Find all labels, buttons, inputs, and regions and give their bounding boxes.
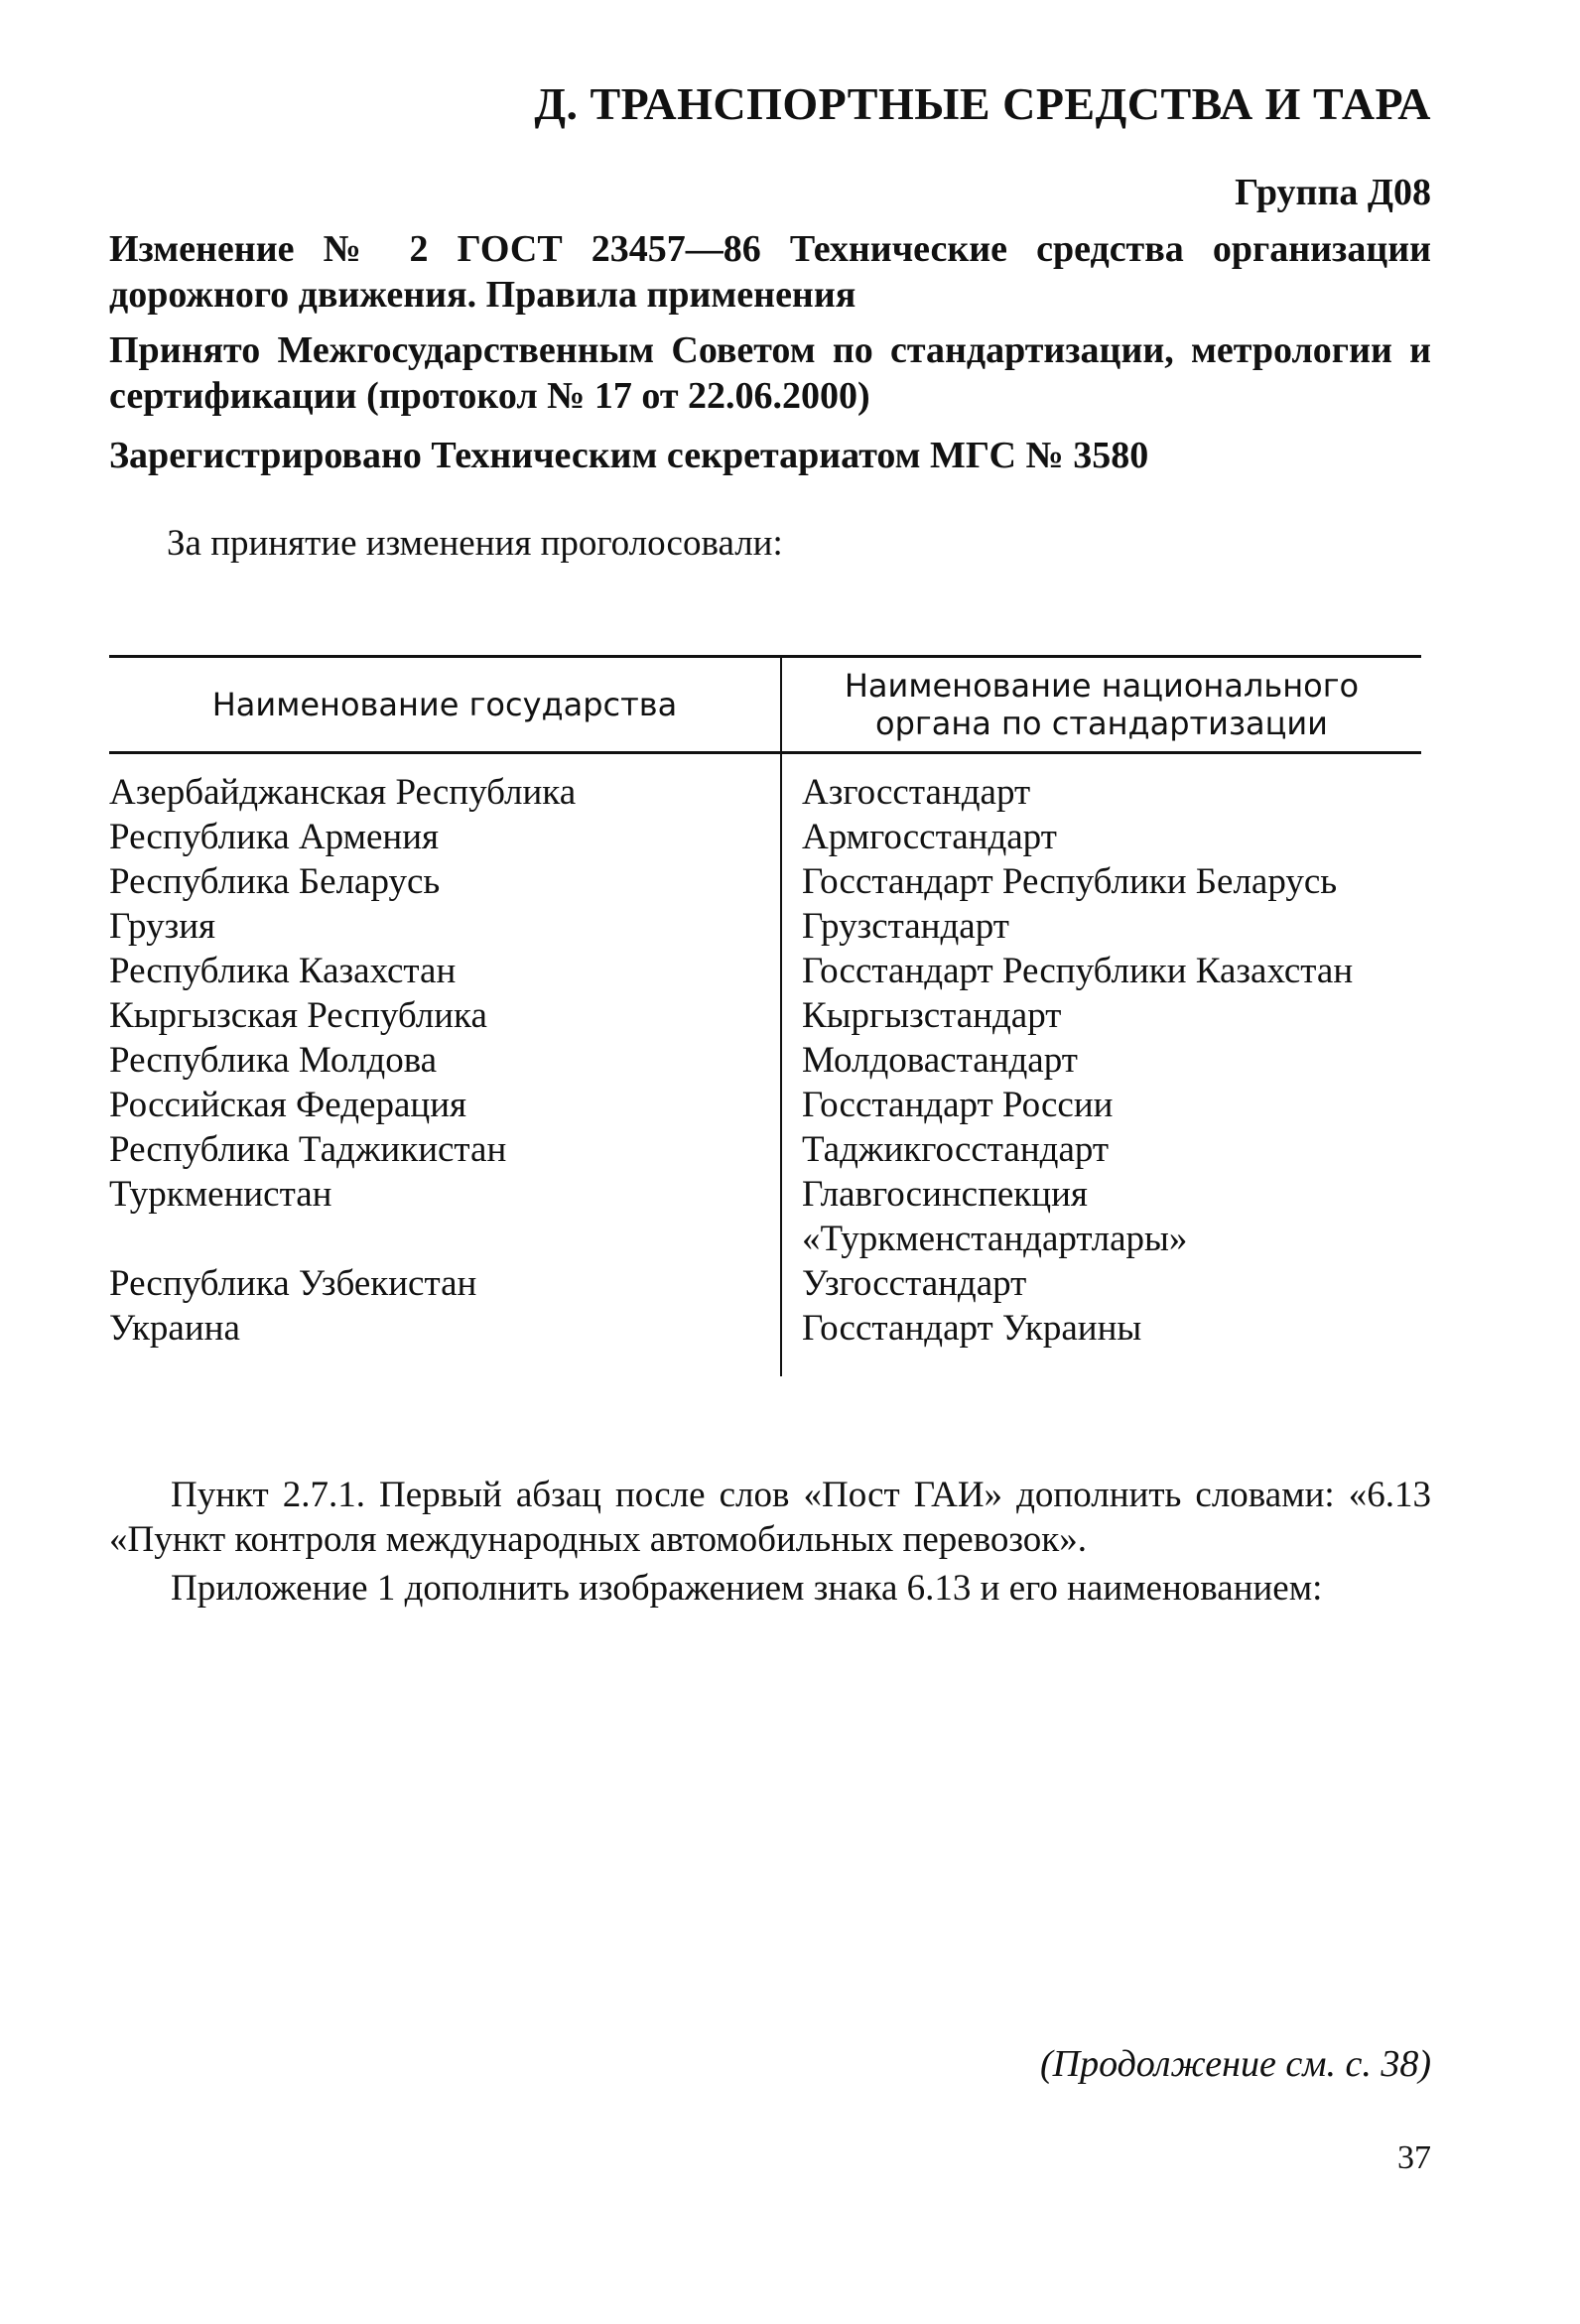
state-cell: Республика Казахстан xyxy=(109,949,781,993)
table-row xyxy=(109,1261,1421,1306)
standards-body-cell: Таджикгосстандарт xyxy=(802,1129,1110,1170)
table-row xyxy=(109,1306,1421,1376)
standards-body-cell: Госстандарт Украины xyxy=(802,1308,1142,1349)
group-label: Группа Д08 xyxy=(1235,172,1431,213)
standards-body-cell: Армгосстандарт xyxy=(802,817,1057,857)
table-row xyxy=(109,1083,1421,1127)
standards-body-cell: Госстандарт России xyxy=(802,1085,1114,1125)
amendment-paragraph-2: Приложение 1 дополнить изображением знака 6.13 и его наименованием: xyxy=(171,1568,1323,1609)
table-row xyxy=(109,1127,1421,1172)
state-cell: Грузия xyxy=(109,904,781,949)
voting-table xyxy=(109,655,1421,1376)
section-title: Д. ТРАНСПОРТНЫЕ СРЕДСТВА И ТАРА xyxy=(534,78,1431,129)
standards-body-cell: Госстандарт Республики Беларусь xyxy=(802,861,1338,902)
standards-body-cell: Кыргызстандарт xyxy=(802,995,1062,1036)
state-cell: Азербайджанская Республика xyxy=(109,753,781,816)
change-title: Изменение № 2 ГОСТ 23457—86 Технические средства организации дорожного движения. Правила применения xyxy=(109,228,1431,316)
table-row xyxy=(109,815,1421,859)
amendment-paragraph-1: Пункт 2.7.1. Первый абзац после слов «Пост ГАИ» дополнить словами: «6.13 «Пункт контроля международных автомобильных перевозок». xyxy=(109,1475,1431,1560)
standards-body-cell: Госстандарт Республики Казахстан xyxy=(802,951,1354,991)
standards-body-cell: Молдовастандарт xyxy=(802,1040,1078,1081)
table-header-row xyxy=(109,657,1421,753)
column-header-state: Наименование государства xyxy=(109,657,781,753)
standards-body-cell: Узгосстандарт xyxy=(802,1263,1027,1304)
standards-body-cell: Азгосстандарт xyxy=(802,772,1031,813)
table-row xyxy=(109,904,1421,949)
standards-body-cell: Грузстандарт xyxy=(802,906,1009,947)
state-cell: Украина xyxy=(109,1306,781,1376)
table-row xyxy=(109,753,1421,816)
table-row xyxy=(109,949,1421,993)
table-row xyxy=(109,859,1421,904)
column-header-standards-body: Наименование национального органа по стандартизации xyxy=(781,657,1421,753)
continuation-note: (Продолжение см. с. 38) xyxy=(1039,2043,1431,2085)
voted-intro: За принятие изменения проголосовали: xyxy=(167,523,783,564)
state-cell: Кыргызская Республика xyxy=(109,993,781,1038)
table-row xyxy=(109,1038,1421,1083)
state-cell: Республика Беларусь xyxy=(109,859,781,904)
standards-body-cell: Главгосинспекция «Туркменстандартлары» xyxy=(802,1174,1188,1259)
adopted-statement: Принято Межгосударственным Советом по стандартизации, метрологии и сертификации (протокол № 17 от 22.06.2000) xyxy=(109,329,1431,417)
state-cell: Российская Федерация xyxy=(109,1083,781,1127)
page-number: 37 xyxy=(1397,2139,1431,2176)
table-row xyxy=(109,1172,1421,1261)
table-row xyxy=(109,993,1421,1038)
state-cell: Республика Армения xyxy=(109,815,781,859)
state-cell: Республика Таджикистан xyxy=(109,1127,781,1172)
state-cell: Республика Молдова xyxy=(109,1038,781,1083)
registered-statement: Зарегистрировано Техническим секретариатом МГС № 3580 xyxy=(109,435,1149,476)
state-cell: Туркменистан xyxy=(109,1172,781,1261)
state-cell: Республика Узбекистан xyxy=(109,1261,781,1306)
